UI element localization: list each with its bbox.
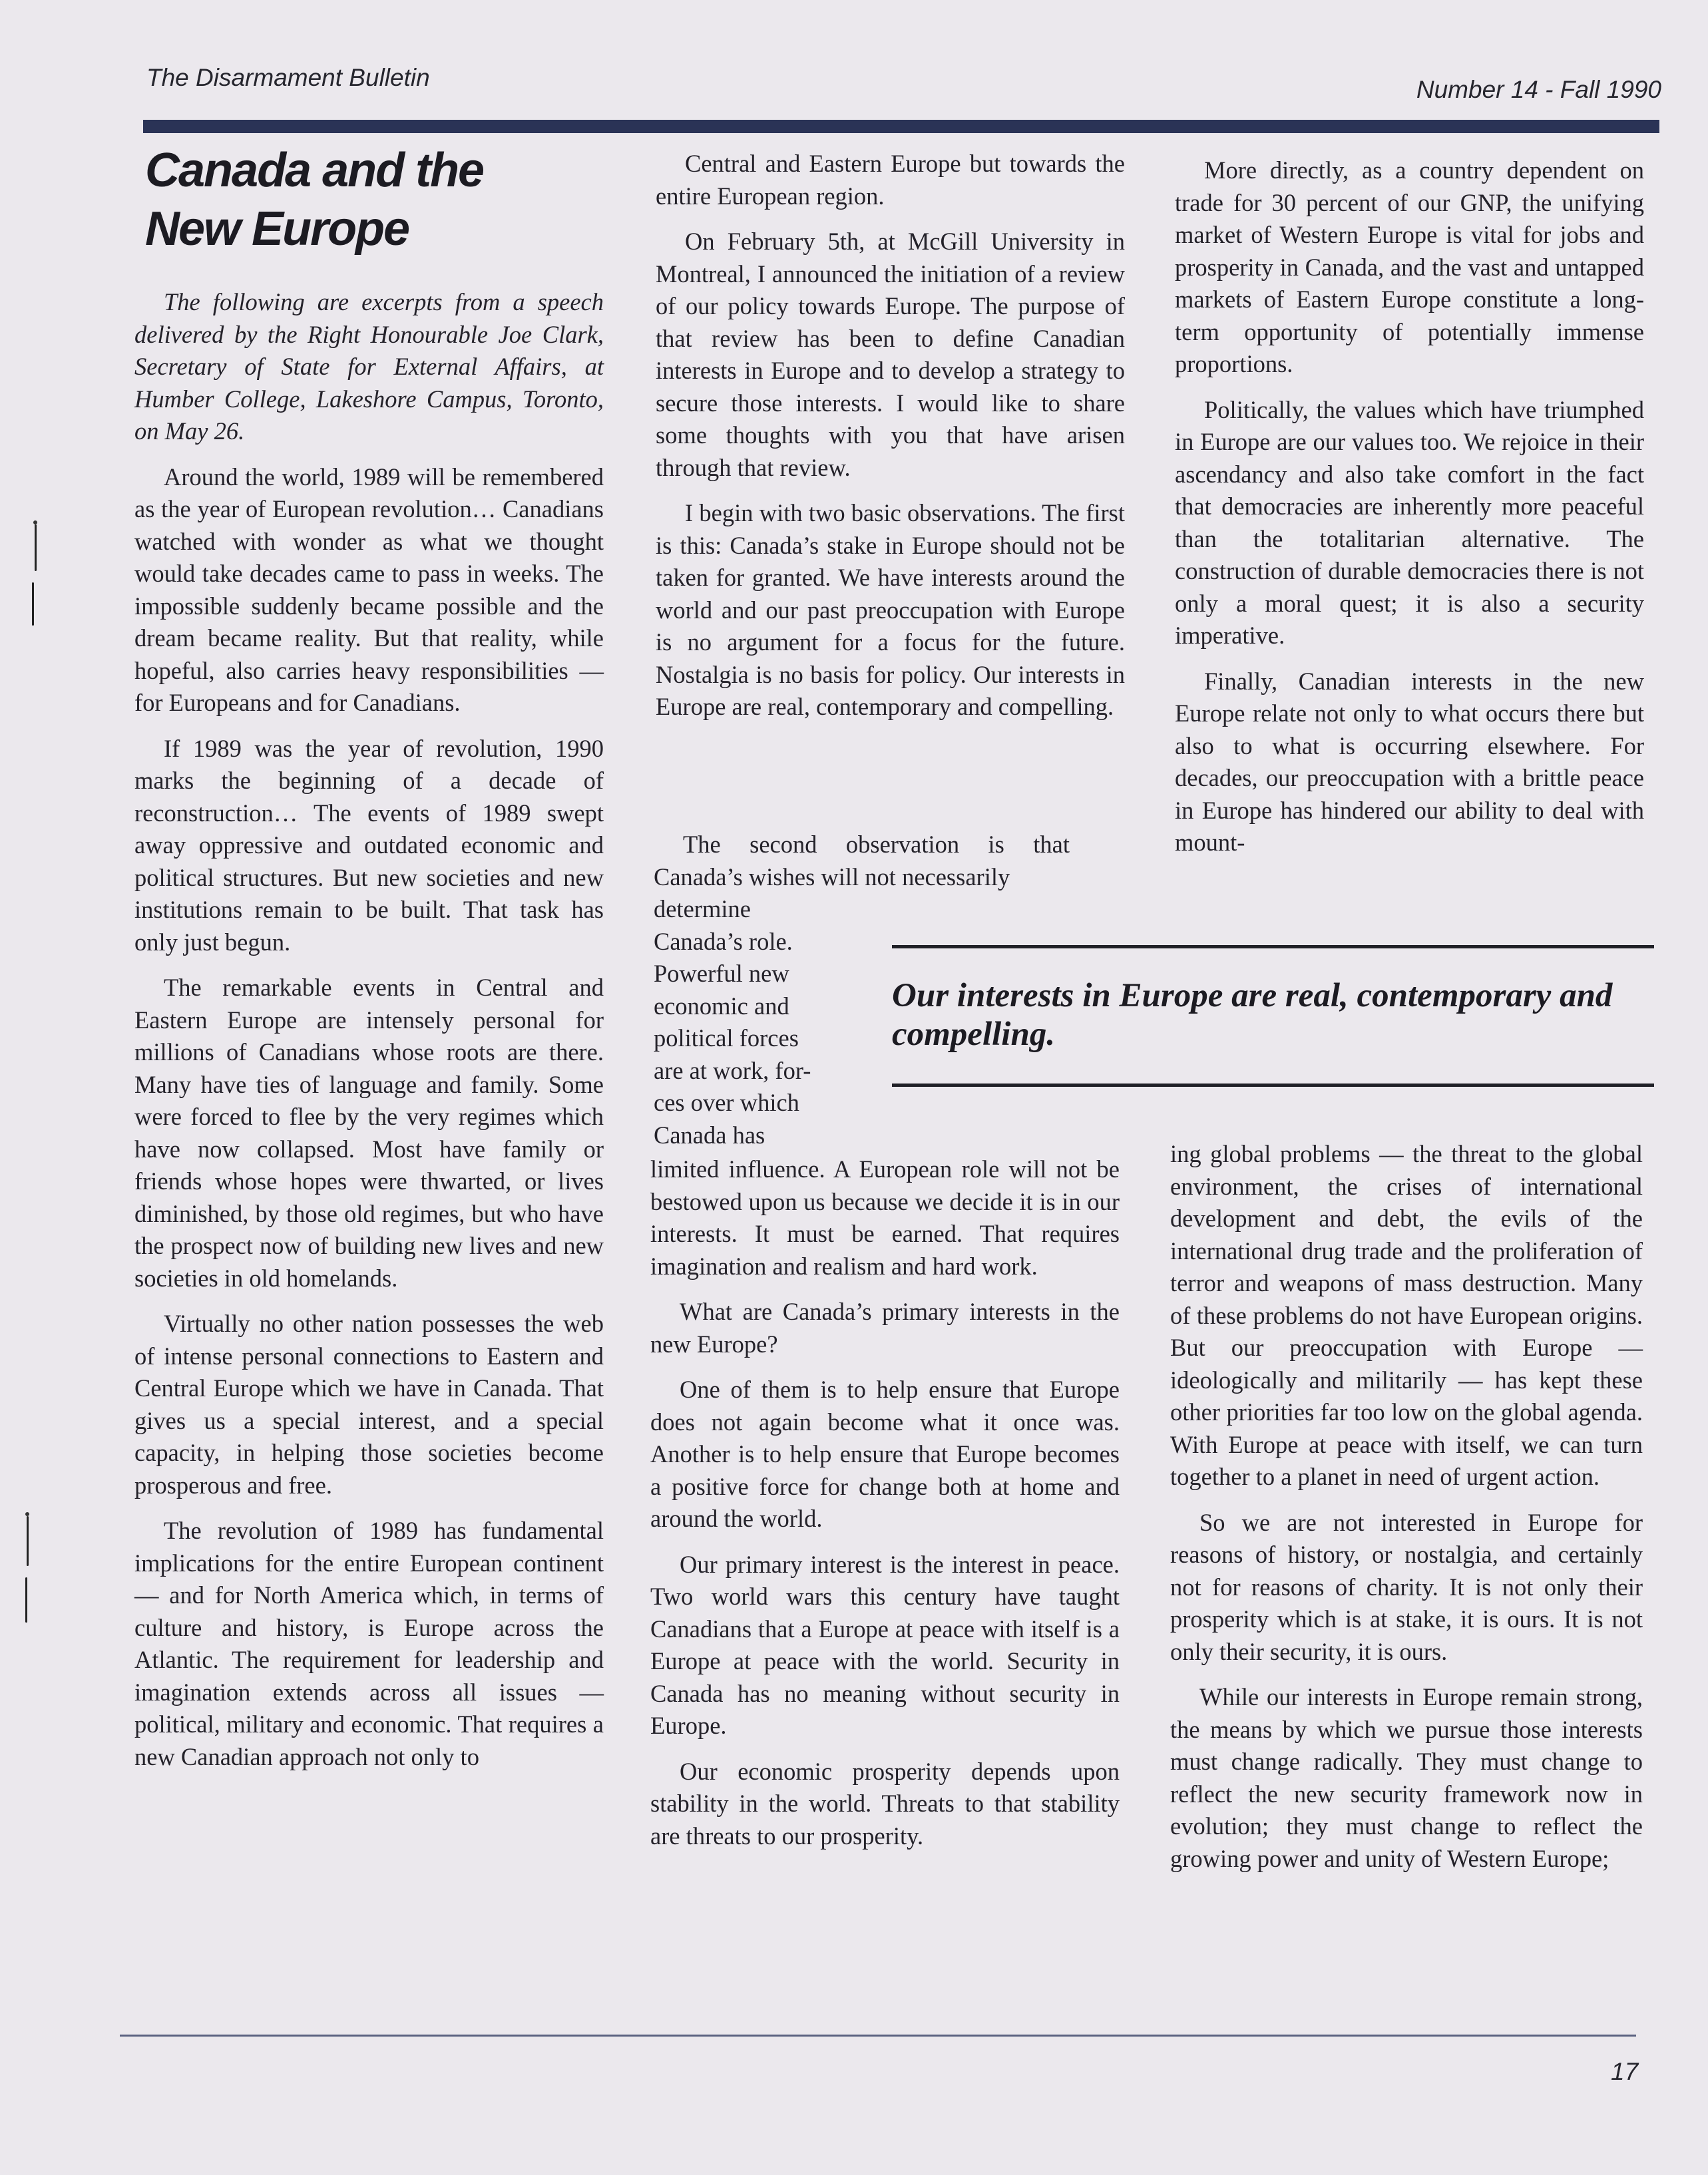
paragraph: limited influence. A European role will not be bestowed upon us because we decide it is in our interests. It must be earned. That requires imagination and realism and hard work. [650,1155,1120,1280]
wrap-line: ces over which [654,1089,799,1116]
wrap-line: determine [654,895,751,922]
column-2-bottom [650,1153,1120,1852]
binding-mark [27,1516,29,1566]
header-rule [143,120,1659,133]
wrap-line: Canada’s role. [654,927,793,955]
paragraph: The second observation is that Canada’s wishes will not necessarily [654,831,1070,890]
paragraph: Virtually no other nation possesses the web of intense personal connections to Eastern and Central Europe which we have in Canada. That gives us a special interest, and a special capacity, in helping those societies become prosperous and free. [134,1310,604,1499]
wrap-line: Powerful new [654,960,789,987]
wrap-line: political forces [654,1024,799,1052]
column-2-wrap-lead [654,829,1070,893]
paragraph: Finally, Canadian interests in the new Europe relate not only to what occurs there but also to what is occurring elsewhere. For decades, our preoccupation with a brittle peace in Europe has hindered our ability to deal with mount- [1175,667,1644,856]
paragraph: The remarkable events in Central and Eastern Europe are intensely personal for millions of Canadians whose roots are there. Many have ties of language and family. Some were forced to flee by the very regimes which have now collapsed. Most have family or friends whose hopes were thwarted, or lives diminished, by those old regimes, but who have the prospect now of building new lives and new societies in old homelands. [134,974,604,1292]
binding-mark [35,524,37,571]
column-1 [134,286,604,1773]
paragraph: Central and Eastern Europe but towards the entire European region. [656,150,1125,210]
column-2-top [656,148,1125,723]
paragraph: I begin with two basic observations. The first is this: Canada’s stake in Europe should not be taken for granted. We have interests around the world and our past preoccupation with Europe is no argument for a focus for the future. Nostalgia is no basis for policy. Our interests in Europe are real, contemporary and compelling. [656,499,1125,720]
paragraph: On February 5th, at McGill University in Montreal, I announced the initiation of a review of our policy towards Europe. The purpose of that review has been to define Canadian interests in Europe and to develop a strategy to secure those interests. I would like to share some thoughts with you that have arisen through that review. [656,228,1125,481]
wrap-line: Canada has [654,1121,765,1149]
column-3-top [1175,154,1644,859]
page-number: 17 [1611,2058,1639,2085]
article-intro: The following are excerpts from a speech delivered by the Right Honourable Joe Clark, Secretary of State for External Affairs, at Humber College, Lakeshore Campus, Toronto, on May 26. [134,288,604,445]
paragraph: Politically, the values which have triumphed in Europe are our values too. We rejoice in their ascendancy and also take comfort in the fact that democracies are inherently more peaceful than the totalitarian alternative. The construction of durable democracies there is not only a moral quest; it is also a security imperative. [1175,395,1644,649]
paragraph: More directly, as a country dependent on trade for 30 percent of our GNP, the unifying market of Western Europe is vital for jobs and prosperity in Canada, and the vast and untapped markets of Eastern Europe constitute a long-term opportunity of potentially immense proportions. [1175,156,1644,377]
paragraph: If 1989 was the year of revolution, 1990 marks the beginning of a decade of reconstruction… The events of 1989 swept away oppressive and outdated economic and political structures. But new societies and new institutions remain to be built. That task has only just begun. [134,734,604,956]
paragraph: The revolution of 1989 has fundamental implications for the entire European continent — and for North America which, in terms of culture and history, is Europe across the Atlantic. The requirement for leadership and imagination extends across all issues — political, military and economic. That requires a new Canadian approach not only to [134,1517,604,1770]
column-2-wrap-lines [654,893,873,1151]
paragraph: One of them is to help ensure that Europe does not again become what it once was. Another is to help ensure that Europe becomes a positive force for change both at home and around the world. [650,1376,1120,1532]
paragraph: While our interests in Europe remain strong, the means by which we pursue those interests must change radically. They must change to reflect the new security framework now in evolution; they must change to reflect the growing power and unity of Western Europe; [1170,1683,1643,1872]
wrap-line: are at work, for- [654,1056,811,1084]
pull-quote: Our interests in Europe are real, contemporary and compelling. [892,945,1654,1087]
footer-rule [120,2035,1636,2037]
paragraph: Around the world, 1989 will be remembered as the year of European revolution… Canadians watched with wonder as what we thought would take decades came to pass in weeks. The impossible suddenly became possible and the dream became reality. But that reality, while hopeful, also carries heavy responsibilities — for Europeans and for Canadians. [134,463,604,716]
title-line-2: New Europe [145,202,409,256]
title-line-1: Canada and the [145,144,484,197]
article-title [145,141,611,258]
binding-mark [25,1577,27,1623]
paragraph: ing global problems — the threat to the global environment, the crises of international development and debt, the evils of the international drug trade and the proliferation of terror and weapons of mass destruction. Many of these problems do not have European origins. But our preoccupation with Europe — ideologically and militarily — has kept these other priorities far too low on the global agenda. With Europe at peace with itself, we can turn together to a planet in need of urgent action. [1170,1140,1643,1490]
column-3-bottom [1170,1138,1643,1875]
wrap-line: economic and [654,992,789,1020]
issue-label: Number 14 - Fall 1990 [1416,76,1661,103]
paragraph: What are Canada’s primary interests in the new Europe? [650,1298,1120,1358]
paragraph: Our economic prosperity depends upon stability in the world. Threats to that stability are threats to our prosperity. [650,1757,1120,1850]
paragraph: So we are not interested in Europe for reasons of history, or nostalgia, and certainly not for reasons of charity. It is not only their prosperity which is at stake, it is ours. It is not only their security, it is ours. [1170,1508,1643,1665]
paragraph: Our primary interest is the interest in peace. Two world wars this century have taught Canadians that a Europe at peace with itself is a Europe at peace with the world. Security in Canada has no meaning without security in Europe. [650,1550,1120,1739]
publication-name: The Disarmament Bulletin [146,64,430,91]
binding-mark [32,582,34,626]
